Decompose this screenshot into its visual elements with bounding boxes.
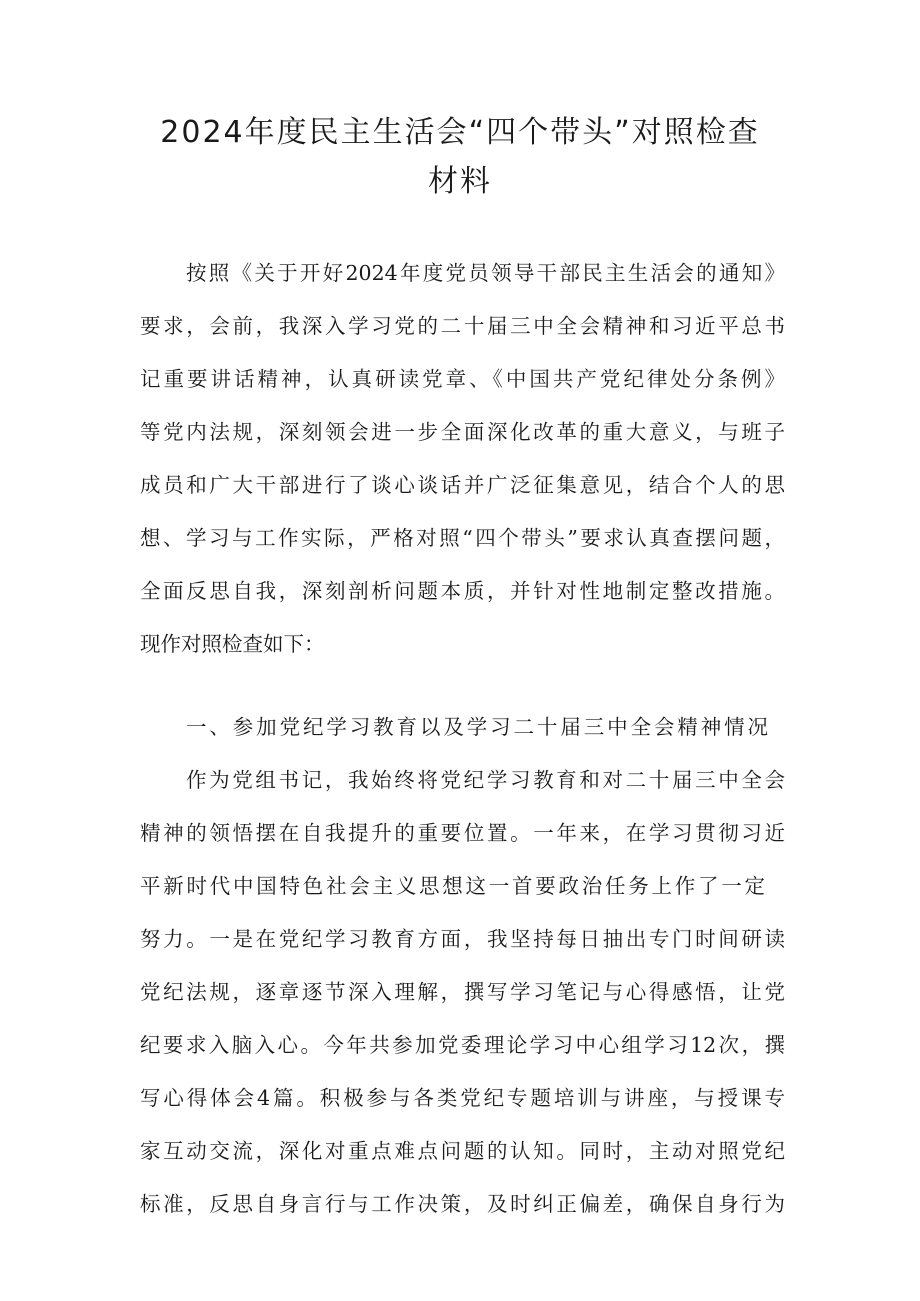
section-1-line-4: 努力。一是在党纪学习教育方面，我坚持每日抽出专门时间研读 bbox=[140, 927, 785, 951]
section-1-line-7: 写心得体会4篇。积极参与各类党纪专题培训与讲座，与授课专 bbox=[140, 1086, 785, 1110]
section-1-line-9: 标准，反思自身言行与工作决策，及时纠正偏差，确保自身行为 bbox=[140, 1192, 785, 1216]
section-1-line-1: 作为党组书记，我始终将党纪学习教育和对二十届三中全会 bbox=[186, 768, 785, 792]
section-1-line-3: 平新时代中国特色社会主义思想这一首要政治任务上作了一定 bbox=[140, 874, 765, 898]
intro-line-3: 记重要讲话精神，认真研读党章、《中国共产党纪律处分条例》 bbox=[140, 367, 785, 391]
section-1-line-5: 党纪法规，逐章逐节深入理解，撰写学习笔记与心得感悟，让党 bbox=[140, 980, 785, 1004]
intro-line-6: 想、学习与工作实际，严格对照“四个带头”要求认真查摆问题， bbox=[140, 526, 785, 550]
intro-line-7: 全面反思自我，深刻剖析问题本质，并针对性地制定整改措施。 bbox=[140, 579, 785, 603]
title-line-2: 材料 bbox=[428, 164, 492, 199]
title-line-1: 2024年度民主生活会“四个带头”对照检查 bbox=[160, 115, 760, 150]
intro-line-4: 等党内法规，深刻领会进一步全面深化改革的重大意义，与班子 bbox=[140, 420, 785, 444]
intro-line-8: 现作对照检查如下： bbox=[140, 632, 325, 656]
section-1-line-6: 纪要求入脑入心。今年共参加党委理论学习中心组学习12次，撰 bbox=[140, 1033, 785, 1057]
intro-line-5: 成员和广大干部进行了谈心谈话并广泛征集意见，结合个人的思 bbox=[140, 473, 785, 497]
section-1-line-8: 家互动交流，深化对重点难点问题的认知。同时，主动对照党纪 bbox=[140, 1139, 785, 1163]
intro-line-2: 要求，会前，我深入学习党的二十届三中全会精神和习近平总书 bbox=[140, 314, 785, 338]
section-1-line-2: 精神的领悟摆在自我提升的重要位置。一年来，在学习贯彻习近 bbox=[140, 821, 785, 845]
section-1-heading: 一、参加党纪学习教育以及学习二十届三中全会精神情况 bbox=[186, 715, 768, 739]
document-title bbox=[120, 108, 800, 206]
intro-line-1: 按照《关于开好2024年度党员领导干部民主生活会的通知》 bbox=[186, 261, 785, 285]
